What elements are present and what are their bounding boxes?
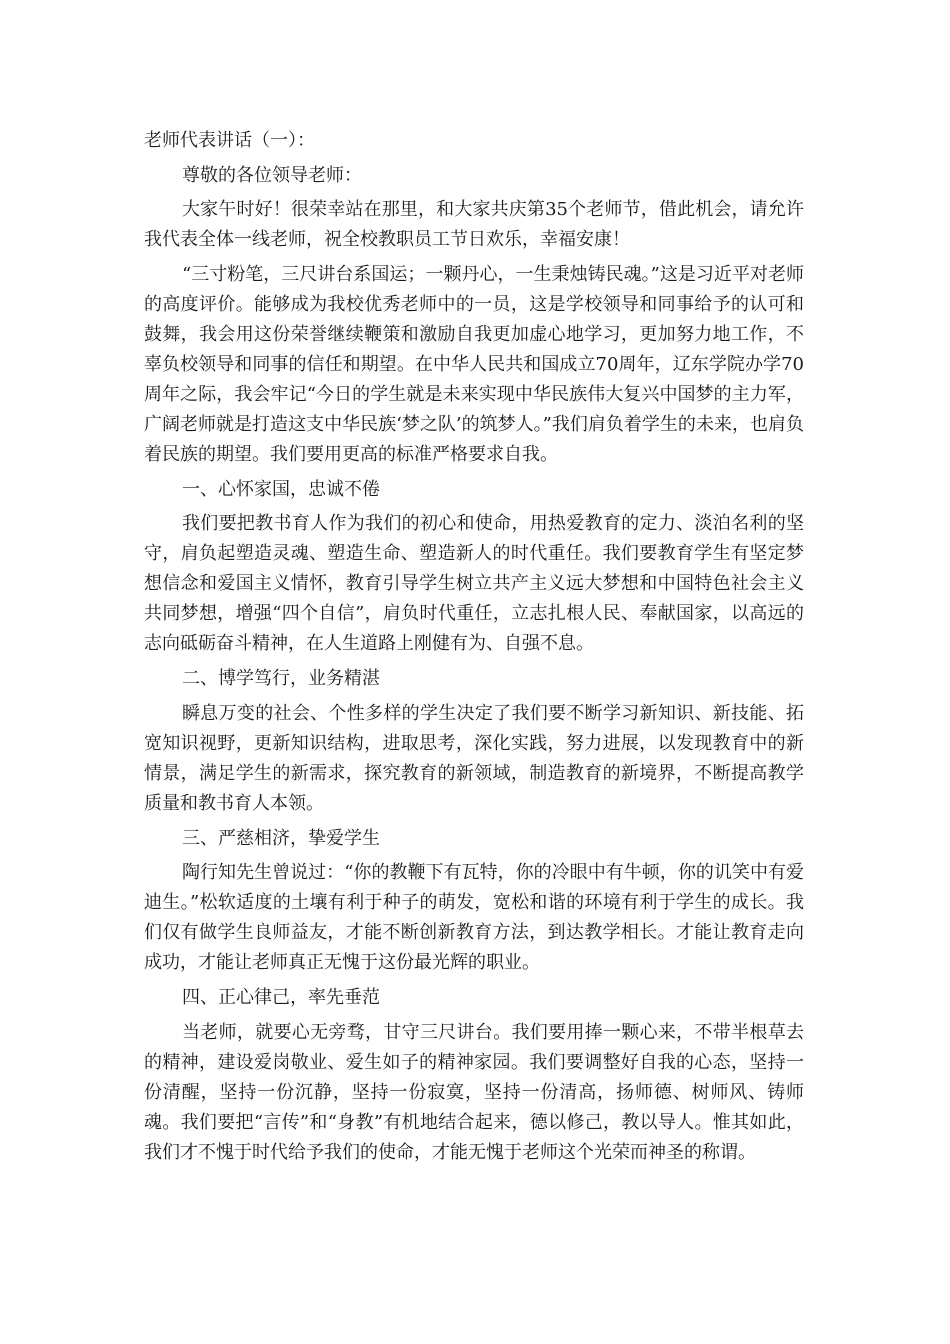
section-body-3: 陶行知先生曾说过：“你的教鞭下有瓦特，你的冷眼中有牛顿，你的讥笑中有爱迪生。”松软适度的土壤有利于种子的萌发，宽松和谐的环境有利于学生的成长。我们仅有做学生良师益友，才能不断创新教育方法，到达教学相长。才能让教育走向成功，才能让老师真正无愧于这份最光辉的职业。 (144, 862, 804, 974)
section-heading-4: 四、正心律己，率先垂范 (182, 986, 380, 1008)
document-page (144, 126, 804, 1172)
salutation: 尊敬的各位领导老师： (182, 164, 362, 186)
section-body-1: 我们要把教书育人作为我们的初心和使命，用热爱教育的定力、淡泊名利的坚守，肩负起塑造灵魂、塑造生命、塑造新人的时代重任。我们要教育学生有坚定梦想信念和爱国主义情怀，教育引导学生树立共产主义远大梦想和中国特色社会主义共同梦想，增强“四个自信”，肩负时代重任，立志扎根人民、奉献国家，以高远的志向砥砺奋斗精神，在人生道路上刚健有为、自强不息。 (144, 513, 804, 655)
section-heading-3: 三、严慈相济，挚爱学生 (182, 827, 380, 849)
document-title: 老师代表讲话（一）： (144, 130, 315, 151)
section-heading-2: 二、博学笃行，业务精湛 (182, 668, 380, 690)
section-body-2: 瞬息万变的社会、个性多样的学生决定了我们要不断学习新知识、新技能、拓宽知识视野，更新知识结构，进取思考，深化实践，努力进展，以发现教育中的新情景，满足学生的新需求，探究教育的新领域，制造教育的新境界，不断提高教学质量和教书育人本领。 (144, 702, 804, 814)
section-heading-1: 一、心怀家国，忠诚不倦 (182, 478, 380, 500)
opening-paragraph: 大家午时好！很荣幸站在那里，和大家共庆第35个老师节，借此机会，请允许我代表全体一线老师，祝全校教职员工节日欢乐，幸福安康！ (144, 199, 804, 251)
intro-paragraph: “三寸粉笔，三尺讲台系国运；一颗丹心，一生秉烛铸民魂。”这是习近平对老师的高度评价。能够成为我校优秀老师中的一员，这是学校领导和同事给予的认可和鼓舞，我会用这份荣誉继续鞭策和激励自我更加虚心地学习，更加努力地工作，不辜负校领导和同事的信任和期望。在中华人民共和国成立70周年，辽东学院办学70周年之际，我会牢记“今日的学生就是未来实现中华民族伟大复兴中国梦的主力军，广阔老师就是打造这支中华民族‘梦之队’的筑梦人。”我们肩负着学生的未来，也肩负着民族的期望。我们要用更高的标准严格要求自我。 (144, 264, 804, 466)
section-body-4: 当老师，就要心无旁骛，甘守三尺讲台。我们要用捧一颗心来，不带半根草去的精神，建设爱岗敬业、爱生如子的精神家园。我们要调整好自我的心态，坚持一份清醒，坚持一份沉静，坚持一份寂寞，坚持一份清高，扬师德、树师风、铸师魂。我们要把“言传”和“身教”有机地结合起来，德以修己，教以导人。惟其如此，我们才不愧于时代给予我们的使命，才能无愧于老师这个光荣而神圣的称谓。 (144, 1021, 804, 1163)
